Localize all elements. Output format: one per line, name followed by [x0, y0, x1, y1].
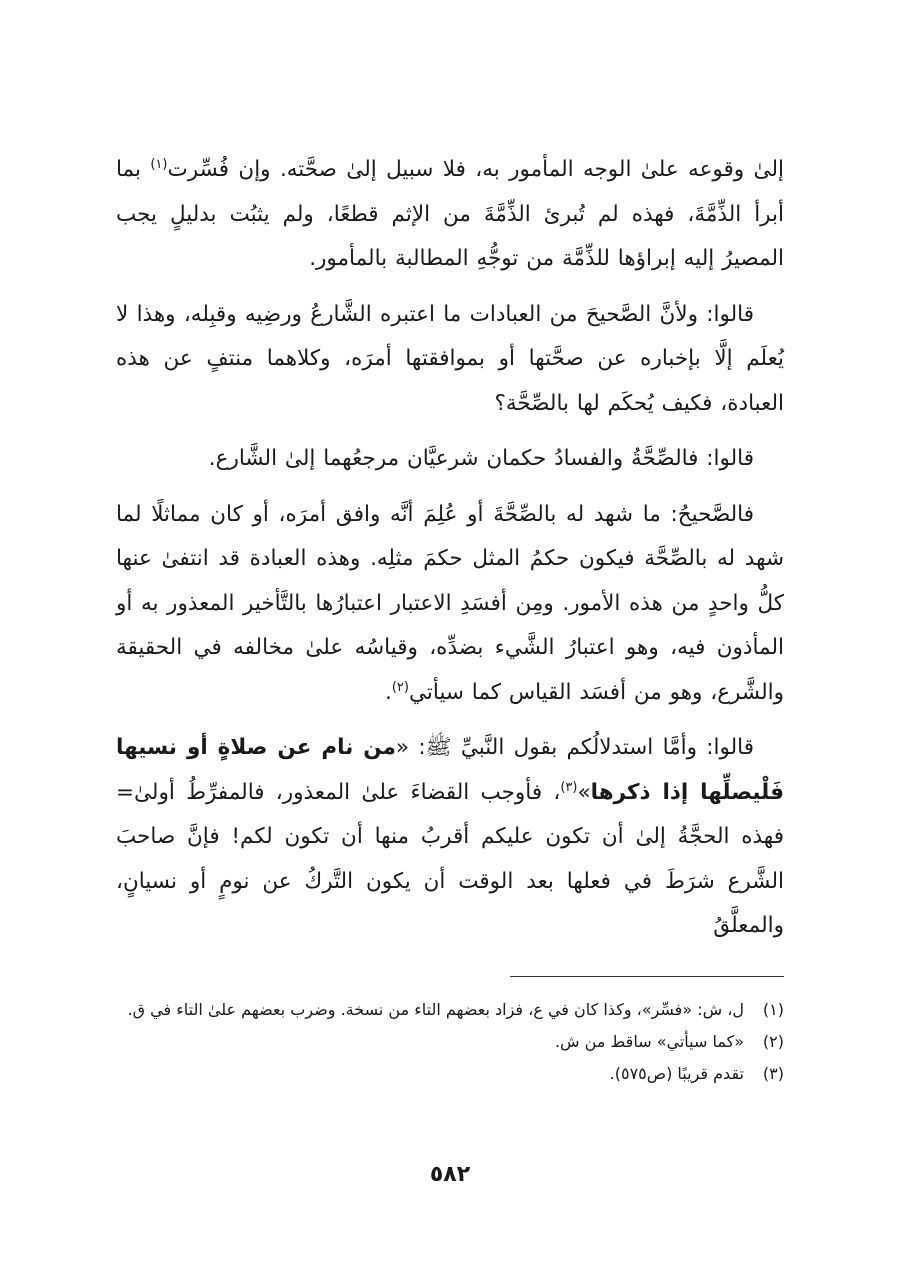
paragraph-1-text: إلىٰ وقوعه علىٰ الوجه المأمور به، فلا سبيل إلىٰ صحَّته. وإن فُسِّرت: [167, 157, 784, 182]
footnote-number: (٣): [762, 1064, 784, 1083]
paragraph-1: [116, 148, 784, 282]
footnote-ref-1[interactable]: (١): [150, 156, 168, 172]
paragraph-3: قالوا: فالصِّحَّةُ والفسادُ حكمان شرعيَّان مرجعُهما إلىٰ الشَّارع.: [208, 446, 754, 471]
footnotes-section: [116, 994, 784, 1090]
footnote-number: (١): [762, 1000, 784, 1019]
footnote-3: [116, 1058, 784, 1090]
footnote-number: (٢): [762, 1032, 784, 1051]
footnote-text: ل، ش: «فسِّر»، وكذا كان في ع، فزاد بعضهم التاء من نسخة. وضرب بعضهم علىٰ التاء في ق.: [127, 1000, 744, 1019]
paragraph-2: قالوا: ولأنَّ الصَّحيحَ من العبادات ما اعتبره الشَّارعُ ورضِيه وقبِله، وهذا لا يُعلَم إلَّا بإخباره عن صحَّتها أو بموافقتها أمرَه، وكلاهما منتفٍ عن هذه العبادة، فكيف يُحكَم لها بالصِّحَّة؟: [116, 301, 784, 416]
main-text: [116, 148, 784, 960]
footnote-text: تقدم قريبًا (ص٥٧٥).: [609, 1064, 744, 1083]
footnote-text: «كما سيأتي» ساقط من ش.: [554, 1032, 744, 1051]
paragraph-5-text: ، فأوجب القضاءَ علىٰ المعذور، فالمفرِّطُ أولىٰ= فهذه الحجَّةُ إلىٰ أن تكون عليكم أقربُ منها أن تكون لكم! فإنَّ صاحبَ الشَّرع شرَطَ في فعلها بعد الوقت أن يكون التَّركُ عن نومٍ أو نسيانٍ، والمعلَّقُ: [116, 779, 784, 938]
footnote-ref-2[interactable]: (٢): [391, 679, 409, 695]
paragraph-4-text: فالصَّحيحُ: ما شهد له بالصِّحَّةَ أو عُلِمَ أنَّه وافق أمرَه، أو كان مماثلًا لما شهد له بالصِّحَّة فيكون حكمُ المثل حكمَ مثلِه. وهذه العبادة قد انتفىٰ عنها كلُّ واحدٍ من هذه الأمور. ومِن أفسَدِ الاعتبار اعتبارُها بالتَّأخير المعذور به أو المأذون فيه، وهو اعتبارُ الشَّيء بضدِّه، وقياسُه علىٰ مخالفه في الحقيقة والشَّرع، وهو من أفسَد القياس كما سيأتي: [116, 501, 784, 705]
paragraph-1-continuation: بما أبرأ الذِّمَّةَ، فهذه لم تُبرئ الذِّمَّةَ من الإثم قطعًا، ولم يثبُت بدليلٍ يجب المصيرُ إليه إبراؤها للذِّمَّة من توجُّهِ المطالبة بالمأمور.: [116, 157, 784, 271]
footnote-separator: [510, 976, 784, 977]
footnote-ref-3[interactable]: (٣): [560, 779, 578, 795]
paragraph-4-end: .: [385, 679, 392, 705]
paragraph-5: [116, 726, 784, 949]
paragraph-5-intro: قالوا: وأمَّا استدلالُكم بقول النَّبيِّ ﷺ: «: [395, 735, 755, 760]
hadith-quote: من نام عن صلاةٍ أو نسيها فَلْيصلِّها إذا ذكرها: [116, 735, 785, 805]
footnote-2: [116, 1026, 784, 1058]
quote-close: »: [577, 779, 591, 805]
page-number: ٥٨٢: [429, 1162, 471, 1187]
footnote-1: [116, 994, 784, 1026]
paragraph-4: [116, 493, 784, 716]
